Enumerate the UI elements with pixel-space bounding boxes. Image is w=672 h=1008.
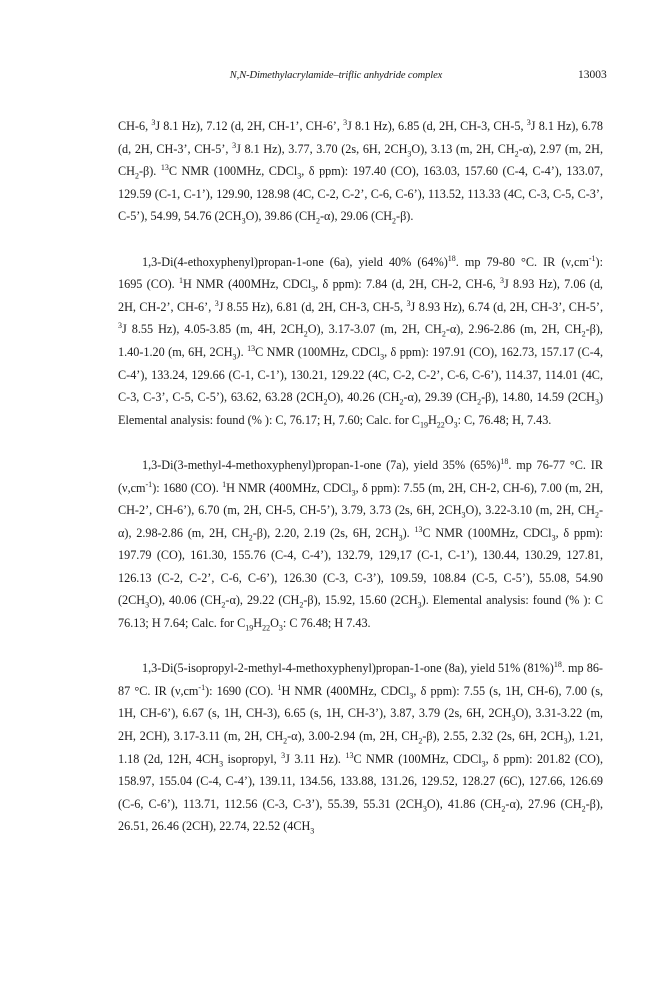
paragraph-compound-7a: 1,3-Di(3-methyl-4-methoxyphenyl)propan-1-one (7a), yield 35% $(65\%)^{18}$. mp 76-77 °C. IR $(\nu,cm^{-1})$: 1680 (CO). $^1$H NMR (400MHz, CDCl$_3$, δ ppm): 7.55 (m, 2H, CH-2, CH-6), 7.00 (m, 2H, CH-2’, CH-6’), 6.70 (m, 2H, CH-5, CH-5’), 3.79, 3.73 (2s, 6H, $2CH_3O$), 3.22-3.10 (m, 2H, $CH_2-\alpha$), 2.98-2.86 (m, 2H, $CH_2-\beta$), 2.20, 2.19 (2s, 6H, $2CH_3$). $^{13}$C NMR (100MHz, CDCl$_3$, δ ppm): 197.79 (CO), 161.30, 155.76 (C-4, C-4’), 132.79, 129,17 (C-1, C-1’), 130.44, 130.29, 127.81, 126.13 (C-2, C-2’, C-6, C-6’), 126.30 (C-3, C-3’), 109.59, 108.84 (C-5, C-5’), 55.08, 54.90 $(2CH_3O)$, 40.06 $(CH_2-\alpha)$, 29.22 $(CH_2-\beta)$, 15.92, 15.60 $(2CH_3)$. Elemental analysis: found (% ): C 76.13; H 7.64; Calc. for $C_{19}H_{22}O_3$: C 76.48; H 7.43. [118, 456, 604, 633]
paragraph-compound-continuation: CH-6, $^3$J 8.1 Hz), 7.12 (d, 2H, CH-1’, CH-6’, $^3$J 8.1 Hz), 6.85 (d, 2H, CH-3, CH-5, $^3$J 8.1 Hz), 6.78 (d, 2H, CH-3’, CH-5’, $^3$J 8.1 Hz), 3.77, 3.70 (2s, 6H, $2CH_3O$), 3.13 (m, 2H, $CH_2-\alpha$), 2.97 (m, 2H, $CH_2-\beta$). $^{13}$C NMR (100MHz, CDCl$_3$, δ ppm): 197.40 (CO), 163.03, 157.60 (C-4, C-4’), 133.07, 129.59 (C-1, C-1’), 129.90, 128.98 (4C, C-2, C-2’, C-6, C-6’), 113.52, 113.33 (4C, C-3, C-5, C-3’, C-5’), 54.99, 54.76 $(2CH_3O)$, 39.86 $(CH_2-\alpha)$, 29.06 $(CH_2-\beta)$. [118, 117, 603, 226]
page-number: 13003 [578, 69, 607, 81]
running-title: N,N-Dimethylacrylamide–triflic anhydride complex [229, 70, 443, 81]
paragraph-compound-8a: 1,3-Di(5-isopropyl-2-methyl-4-methoxyphenyl)propan-1-one (8a), yield 51% $(81\%)^{18}$. mp 86-87 °C. IR $(\nu,cm^{-1})$: 1690 (CO). $^1$H NMR (400MHz, CDCl$_3$, δ ppm): 7.55 (s, 1H, CH-6), 7.00 (s, 1H, CH-6’), 6.67 (s, 1H, CH-3), 6.65 (s, 1H, CH-3’), 3.87, 3.79 (2s, 6H, $2CH_3O$), 3.31-3.22 (m, 2H, 2CH), 3.17-3.11 (m, 2H, $CH_2-\alpha$), 3.00-2.94 (m, 2H, $CH_2-\beta$), 2.55, 2.32 (2s, 6H, $2CH_3$), 1.21, 1.18 (2d, 12H, $4CH_3$ isopropyl, $^3$J 3.11 Hz). $^{13}$C NMR (100MHz, CDCl$_3$, δ ppm): 201.82 (CO), 158.97, 155.04 (C-4, C-4’), 139.11, 134.56, 133.88, 131.26, 129.52, 128.27 (6C), 127.66, 126.69 (C-6, C-6’), 113.71, 112.56 (C-3, C-3’), 55.39, 55.31 $(2CH_3O)$, 41.86 $(CH_2-\alpha)$, 27.96 $(CH_2-\beta)$, 26.51, 26.46 (2CH), 22.74, 22.52 ($4CH_3$ [118, 660, 604, 836]
article-body [118, 115, 603, 861]
paragraph-compound-6a: 1,3-Di(4-ethoxyphenyl)propan-1-one (6a), yield 40% $(64\%)^{18}$. mp 79-80 °C. IR $(\nu,cm^{-1})$: 1695 (CO). $^1$H NMR (400MHz, CDCl$_3$, δ ppm): 7.84 (d, 2H, CH-2, CH-6, $^3$J 8.93 Hz), 7.06 (d, 2H, CH-2’, CH-6’, $^3$J 8.55 Hz), 6.81 (d, 2H, CH-3, CH-5, $^3$J 8.93 Hz), 6.74 (d, 2H, CH-3’, CH-5’, $^3$J 8.55 Hz), 4.05-3.85 (m, 4H, $2CH_2O$), 3.17-3.07 (m, 2H, $CH_2-\alpha$), 2.96-2.86 (m, 2H, $CH_2-\beta$), 1.40-1.20 (m, 6H, $2CH_3$). $^{13}$C NMR (100MHz, CDCl$_3$, δ ppm): 197.91 (CO), 162.73, 157.17 (C-4, C-4’), 133.24, 129.66 (C-1, C-1’), 130.21, 129.22 (4C, C-2, C-2’, C-6, C-6’), 114.37, 114.01 (4C, C-3, C-3’, C-5, C-5’), 63.62, 63.28 $(2CH_2O)$, 40.26 $(CH_2-\alpha)$, 29.39 $(CH_2-\beta)$, 14.80, 14.59 $(2CH_3)$ Elemental analysis: found (% ): C, 76.17; H, 7.60; Calc. for $C_{19}H_{22}O_3$: C, 76.48; H, 7.43. [118, 253, 603, 430]
